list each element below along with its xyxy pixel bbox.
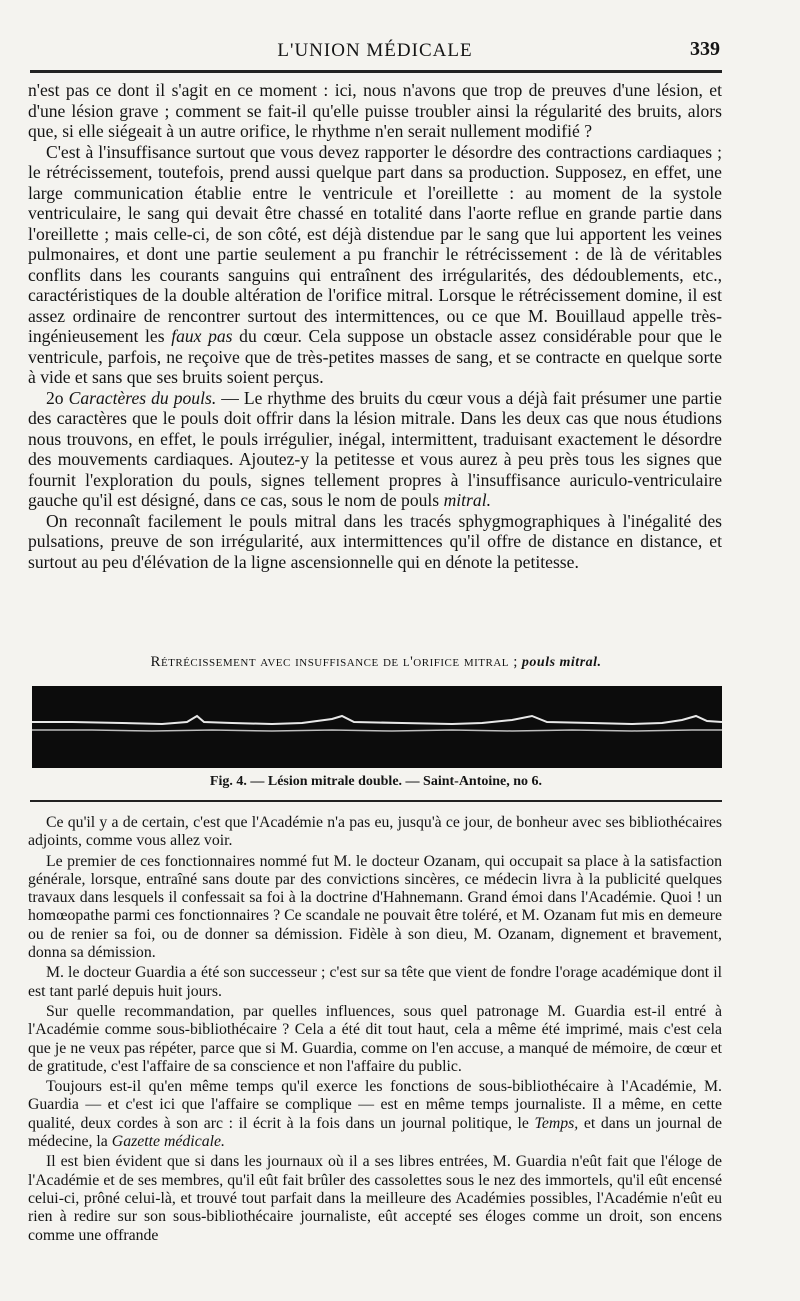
running-head bbox=[30, 40, 720, 68]
article-body-bottom bbox=[28, 814, 722, 1247]
paragraph-academie: Ce qu'il y a de certain, c'est que l'Académie n'a pas eu, jusqu'à ce jour, de bonheur avec ses bibliothécaires adjoints, comme vous allez voir. bbox=[28, 814, 722, 850]
section-divider bbox=[30, 800, 722, 802]
paragraph-journaliste bbox=[28, 1078, 722, 1151]
page-number: 339 bbox=[690, 38, 720, 60]
article-body-top bbox=[28, 80, 722, 572]
journal-title: L'UNION MÉDICALE bbox=[277, 40, 473, 61]
paragraph-continued: n'est pas ce dont il s'agit en ce moment : ici, nous n'avons que trop de preuves d'une lésion, et d'une lésion grave ; comment se fait-il qu'elle puisse troubler ainsi la régularité des bruits, alors que, si elle siégeait à un autre orifice, le rhythme n'en serait nullement modifié ? bbox=[28, 80, 722, 141]
paragraph-text-mid: et dans un journal de médecine, la bbox=[28, 1114, 722, 1151]
section-number: 2o bbox=[46, 387, 64, 408]
paragraph-text: C'est à l'insuffisance surtout que vous devez rapporter le désordre des contractions cardiaques ; le rétrécissement, toutefois, prend aussi quelque part dans sa production. Supposez, en effet, une large communication établie entre le ventricule et l'oreillette : au moment de la systole ventriculaire, le sang qui devait être chassé en totalité dans l'aorte reflue en grande partie dans l'oreillette ; mais celle-ci, de son côté, est déjà distendue par le sang que lui apportent les veines pulmonaires, et dont une partie seulement a pu franchir le rétrécissement : de là de véritables conflits dans les courants sanguins qui entraînent des irrégularités, des dédoublements, etc., caractéristiques de la double altération de l'orifice mitral. Lorsque le rétrécissement domine, il est assez ordinaire de rencontrer surtout des intermittences, ou ce que M. Bouillaud appelle très-ingénieusement les bbox=[28, 141, 722, 346]
pulse-waveform-graphic bbox=[32, 686, 722, 768]
paragraph-guardia-successor: M. le docteur Guardia a été son successeur ; c'est sur sa tête que vient de fondre l'orage académique dont il est tant parlé depuis huit jours. bbox=[28, 964, 722, 1000]
paragraph-text: — Le rhythme des bruits du cœur vous a déjà fait présumer une partie des caractères que le pouls doit offrir dans la lésion mitrale. Dans les deux cas que nous étudions nous trouvons, en effet, le pouls irrégulier, inégal, intermittent, traduisant exactement le désordre des mouvements cardiaques. Ajoutez-y la petitesse et vous aurez à peu près tous les signes que fournit l'exploration du pouls, signes tellement propres à l'insuffisance auriculo-ventriculaire gauche qu'il est désigné, dans ce cas, sous le nom de pouls bbox=[28, 387, 722, 510]
sphygmograph-tracing bbox=[32, 686, 722, 768]
paragraph-text: Toujours est-il qu'en même temps qu'il exerce les fonctions de sous-bibliothécaire à l'Académie, M. Guardia — et c'est ici que l'affaire se complique — est en même temps journaliste. Il a même, en cette qualité, deux cordes à son arc : il écrit à la fois dans un journal politique, le bbox=[28, 1078, 722, 1132]
newspaper-temps: Temps, bbox=[534, 1114, 579, 1132]
paragraph-ozanam: Le premier de ces fonctionnaires nommé fut M. le docteur Ozanam, qui occupait sa place à la satisfaction générale, lorsque, entraîné sans doute par des convictions sincères, ce médecin livra à la publicité quelques travaux dans lesquels il confessait sa foi à la doctrine d'Hahnemann. Grand émoi dans l'Académie. Quoi ! un homœopathe parmi ces fonctionnaires ? Ce scandale ne pouvait être toléré, et M. Ozanam fut mis en demeure ou de renier sa foi, ou de donner sa démission. Fidèle à son dieu, M. Ozanam, dignement et bravement, donna sa démission. bbox=[28, 852, 722, 962]
italic-term: mitral. bbox=[443, 490, 491, 510]
paragraph-recommandation: Sur quelle recommandation, par quelles influences, sous quel patronage M. Guardia est-il entré à l'Académie comme sous-bibliothécaire ? Cela a été dit tout haut, cela a même été imprimé, mais c'est cela que je ne veux pas répéter, parce que si M. Guardia, comme on l'en accuse, a manqué de mémoire, de cœur et de gratitude, c'est l'affaire de sa conscience et non l'affaire du public. bbox=[28, 1002, 722, 1075]
pulse-waveform-line bbox=[32, 716, 722, 724]
paragraph-text-end: du cœur. Cela suppose un obstacle assez considérable pour que le ventricule, parfois, ne reçoive que de très-petites masses de sang, et se contracte en quelque sorte à vide et sans que ses bruits soient perçus. bbox=[28, 326, 722, 387]
figure-title-italic: pouls mitral. bbox=[521, 655, 602, 670]
figure-title-text: Rétrécissement avec insuffisance de l'orifice mitral ; bbox=[150, 654, 518, 670]
newspaper-gazette: Gazette médicale. bbox=[111, 1133, 225, 1151]
figure-caption: Fig. 4. — Lésion mitrale double. — Saint-Antoine, no 6. bbox=[209, 774, 543, 789]
header-rule bbox=[30, 70, 722, 73]
section-heading: Caractères du pouls. bbox=[68, 387, 217, 408]
pulse-baseline bbox=[32, 730, 722, 731]
figure-title bbox=[30, 654, 722, 671]
italic-term: faux pas bbox=[171, 326, 233, 346]
paragraph-sphygmo: On reconnaît facilement le pouls mitral dans les tracés sphygmographiques à l'inégalité des pulsations, preuve de son irrégularité, aux intermittences qu'il offre de distance en distance, et surtout au peu d'élévation de la ligne ascensionnelle qui en dénote la petitesse. bbox=[28, 510, 722, 572]
paragraph-pouls bbox=[28, 388, 722, 511]
paragraph-eloge: Il est bien évident que si dans les journaux où il a ses libres entrées, M. Guardia n'eût fait que l'éloge de l'Académie et de ses membres, qu'il eût fait brûler des cassolettes sous le nez des immortels, qu'il eût encensé celui-ci, prôné celui-là, et trouvé tout parfait dans la meilleure des Académies possibles, l'Académie n'eût eu rien à redire sur son sous-bibliothécaire journaliste, eût accepté ses éloges comme un droit, son encens comme une offrande bbox=[28, 1153, 722, 1244]
paragraph-insuffisance bbox=[28, 142, 722, 388]
